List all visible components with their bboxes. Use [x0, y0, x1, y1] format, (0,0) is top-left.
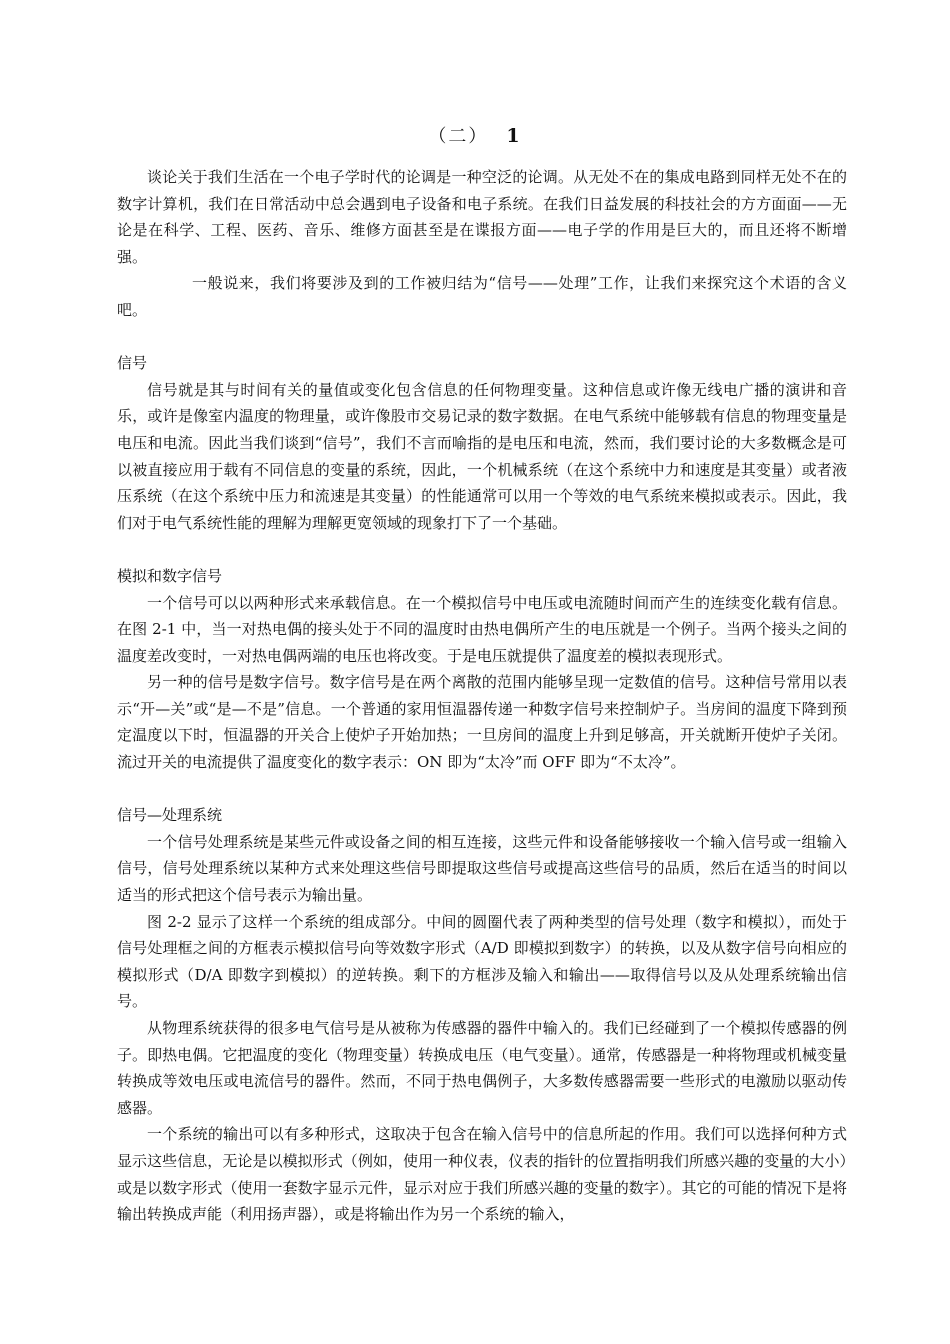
section-spacer — [117, 324, 847, 351]
processing-paragraph-1: 一个信号处理系统是某些元件或设备之间的相互连接，这些元件和设备能够接收一个输入信号或一组输入信号，信号处理系统以某种方式来处理这些信号即提取这些信号或提高这些信号的品质，然后在适当的时间以适当的形式把这个信号表示为输出量。 — [117, 832, 847, 905]
section-heading-processing-system: 信号—处理系统 — [117, 806, 223, 825]
title-prefix: （二） — [428, 126, 489, 147]
analog-digital-paragraph-1: 一个信号可以以两种形式来承载信息。在一个模拟信号中电压或电流随时间而产生的连续变化载有信息。在图 2-1 中，当一对热电偶的接头处于不同的温度时由热电偶所产生的电压就是一个例子。当两个接头之间的温度差改变时，一对热电偶两端的电压也将改变。于是电压就提供了温度差的模拟表现形式。 — [117, 593, 847, 665]
intro-paragraph-1: 谈论关于我们生活在一个电子学时代的论调是一种空泛的论调。从无处不在的集成电路到同样无处不在的数字计算机，我们在日常活动中总会遇到电子设备和电子系统。在我们日益发展的科技社会的方方面面——无论是在科学、工程、医药、音乐、维修方面甚至是在谍报方面——电子学的作用是巨大的，而且还将不断增强。 — [117, 168, 847, 266]
section-spacer — [117, 536, 847, 563]
processing-paragraph-2: 图 2-2 显示了这样一个系统的组成部分。中间的圆圈代表了两种类型的信号处理（数字和模拟），而处于信号处理框之间的方框表示模拟信号向等效数字形式（A/D 即模拟到数字）的转换，以及从数字信号向相应的模拟形式（D/A 即数字到模拟）的逆转换。剩下的方框涉及输入和输出——取得信号以及从处理系统输出信号。 — [117, 912, 847, 1011]
intro-paragraph-2: 一般说来，我们将要涉及到的工作被归结为“信号——处理”工作，让我们来探究这个术语的含义吧。 — [117, 274, 847, 319]
section-spacer — [117, 776, 847, 803]
document-body — [117, 164, 847, 1228]
signal-paragraph-1: 信号就是其与时间有关的量值或变化包含信息的任何物理变量。这种信息或许像无线电广播的演讲和音乐，或许是像室内温度的物理量，或许像股市交易记录的数字数据。在电气系统中能够载有信息的物理变量是电压和电流。因此当我们谈到“信号”，我们不言而喻指的是电压和电流，然而，我们要讨论的大多数概念是可以被直接应用于载有不同信息的变量的系统，因此，一个机械系统（在这个系统中力和速度是其变量）或者液压系统（在这个系统中压力和流速是其变量）的性能通常可以用一个等效的电气系统来模拟或表示。因此，我们对于电气系统性能的理解为理解更宽领域的现象打下了一个基础。 — [117, 380, 847, 532]
processing-paragraph-4: 一个系统的输出可以有多种形式，这取决于包含在输入信号中的信息所起的作用。我们可以选择何种方式显示这些信息，无论是以模拟形式（例如，使用一种仪表，仪表的指针的位置指明我们所感兴趣的变量的大小）或是以数字形式（使用一套数字显示元件，显示对应于我们所感兴趣的变量的数字）。其它的可能的情况下是将输出转换成声能（利用扬声器），或是将输出作为另一个系统的输入， — [117, 1125, 847, 1224]
section-heading-signal: 信号 — [117, 354, 148, 373]
processing-paragraph-3: 从物理系统获得的很多电气信号是从被称为传感器的器件中输入的。我们已经碰到了一个模拟传感器的例子。即热电偶。它把温度的变化（物理变量）转换成电压（电气变量）。通常，传感器是一种将物理或机械变量转换成等效电压或电流信号的器件。然而，不同于热电偶例子，大多数传感器需要一些形式的电激励以驱动传感器。 — [117, 1019, 847, 1117]
section-heading-analog-digital: 模拟和数字信号 — [117, 566, 223, 585]
analog-digital-paragraph-2: 另一种的信号是数字信号。数字信号是在两个离散的范围内能够呈现一定数值的信号。这种信号常用以表示“开—关”或“是—不是”信息。一个普通的家用恒温器传递一种数字信号来控制炉子。当房间的温度下降到预定温度以下时，恒温器的开关合上使炉子开始加热；一旦房间的温度上升到足够高，开关就断开使炉子关闭。流过开关的电流提供了温度变化的数字表示：ON 即为“太冷”而 OFF 即为“不太冷”。 — [117, 673, 847, 772]
page-title — [0, 124, 950, 149]
title-number: 1 — [506, 125, 522, 147]
